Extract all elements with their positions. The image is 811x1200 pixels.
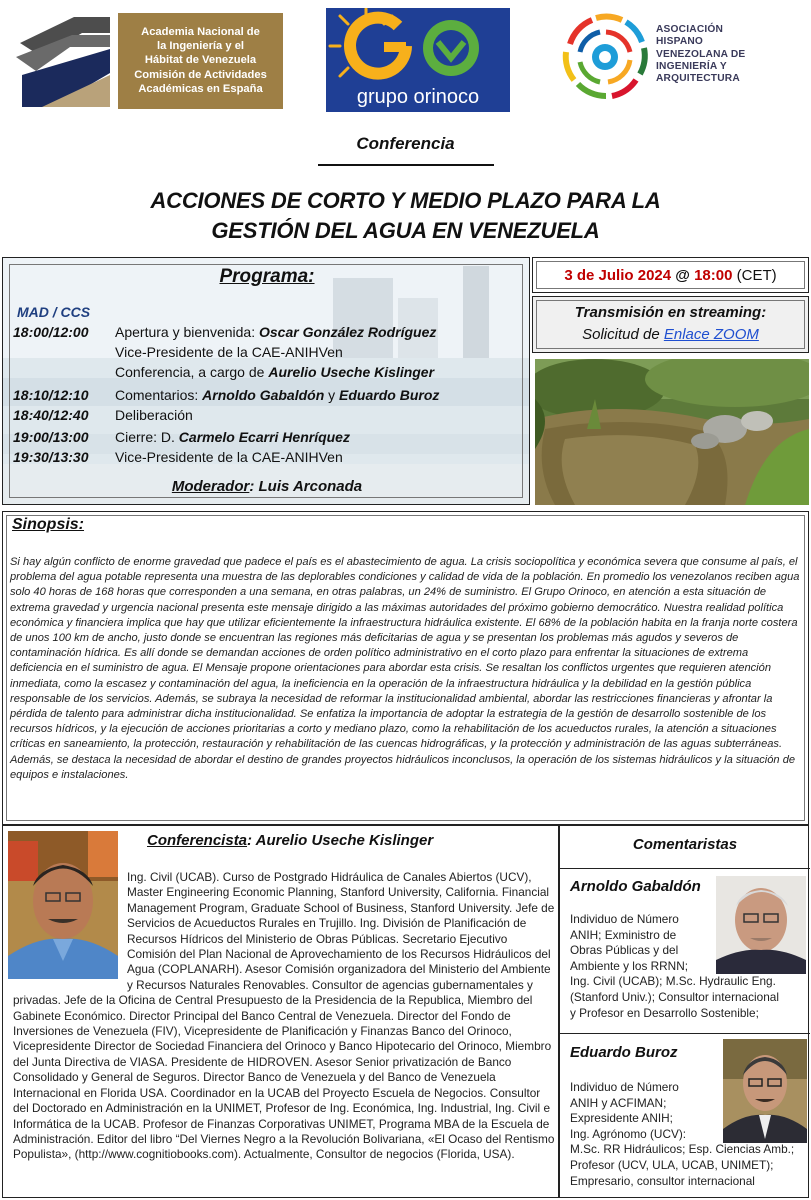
person-name: Arnoldo Gabaldón [202, 387, 325, 403]
speaker-bio: Ing. Civil (UCAB). Curso de Postgrado Hidráulica de Canales Abiertos (UCV), Master Engineering Economic Planning, Stanford University, California. Financial Management Program, Graduate School of Business, Stanford University. Jefe de Servicios de Acueductos Rurales en Trujillo. Ing. División de Planificación de Recursos Hídricos del Ministerio de Obras Públicas. Secretario Ejecutivo Comisión del Plan Nacional de Aprovechamiento de los Recursos Hidráulicos del Agua (COPLANARH). Asesor Comisión organizadora del Ministerio del Ambiente y Recursos Naturales Renovables. Consultor de agencias gubernamentales y privadas. Jefe de la Oficina de Central Presupuesto de la Presidencia de la Republica, Miembro del Gabinete Económico. Director Principal del Banco Central de Venezuela. Director del Fondo de Inversiones de Venezuela (FIV), Vicepresidente de Planificación y Finanzas Banco del Orinoco, Vicepresidente Director de Sociedad Financiera del Orinoco y Banco Hipotecario del Orinoco, Miembro del Junta Directiva de VIASA. Presidente de HIDROVEN. Asesor Senior privatización de Banco Consolidado y General de Seguros. Director Banco de Venezuela y del Banco de Venezuela Internacional en Florida USA. Coordinador en la UCAB del Proyecto Escuela de Negocios. Consultor del Doctorado en Administración en la UNIMET, Profesor de Ing. Económica, Ing. Industrial, Ing. Civil e Informática de la UCAB. Profesor de Finanzas Corporativas UNIMET, Programa MBA de la Escuela de Administración. Editor del libro “Del Viernes Negro a la Revolución Bolivariana, «El Ocaso del Rentismo Populista», (http://www.cognitiobooks.com). Actualmente, Consultor de negocios (Florida, USA). [13, 870, 555, 1162]
commenter-name: Arnoldo Gabaldón [570, 878, 701, 895]
academia-emblem-icon [12, 13, 118, 109]
schedule-row: 19:30/13:30 Vice-Presidente de la CAE-ANIHVen [13, 449, 343, 465]
sinopsis-text: Si hay algún conflicto de enorme gravedad que padece el país es el abastecimiento de agua. La crisis sociopolítica y económica severa que consume al país, el problema del agua potable representa una muestra de las deplorables condiciones y calidad de vida de la población. En promedio los venezolanos reciben agua solo 40 horas de 168 horas que corresponden a una semana, en otras palabras, un 24% de suministro. El Grupo Orinoco, en atención a esta situación de extrema gravedad y urgencia nacional presenta este mensaje dirigido a las máximas autoridades del próximo gobierno democrático. Nuestra realidad política económica y financiera implica que hay que utilizar eficientemente la infraestructura hidráulica existente. El 68% de la población habita en la franja norte costera de unos 100 km de ancho, justo donde se encuentran las regiones más deficitarias de agua y se presentan los problemas más agudos y severos de contaminación hídrica. Es allí donde se demandan acciones de orden político administrativo en el corto plazo para enfrentar la situaciones de extrema deficiencia en el suministro de agua. El Mensaje propone orientaciones para abordar esta crisis. Se resaltan los conflictos urgentes que requieren atención inmediata, como la escasez y contaminación del agua, la ineficiencia en la operación de la infraestructura hidráulica y la debilidad en la gestión pública responsable de los servicios. Además, se subraya la necesidad de reformar la institucionalidad ambiental, abordar las restricciones financieras y afrontar la pérdida de talento para administrar dicha institucionalidad. Se enfatiza la importancia de adoptar la estrategia de la gestión de desarrollo sostenible de los recursos hídricos, y la ejecución de acciones prioritarias a corto y mediano plazo, como la rehabilitación de los acueductos rurales, la atención a situaciones críticas en saneamiento, la protección, restauración y rehabilitación de las cuencas hidrográficas, y la protección y administración de las aguas subterráneas. Además, se destaca la necesidad de abordar el destino de grandes proyectos hidráulicos inconclusos, la operación de los sistemas hidráulicos y la situación de equipos e instalaciones. [10, 556, 800, 781]
person-name: Carmelo Ecarri Henríquez [178, 429, 350, 445]
schedule-row: 19:00/13:00 Cierre: D. Carmelo Ecarri Henríquez [13, 429, 350, 445]
sinopsis-title: Sinopsis: [12, 516, 85, 533]
schedule-row: Vice-Presidente de la CAE-ANIHVen [115, 344, 343, 360]
moderator-line: Moderador: Luis Arconada [171, 478, 363, 495]
event-time: 18:00 [694, 267, 733, 284]
timezone-header: MAD / CCS [17, 304, 91, 320]
grupo-orinoco-name: grupo orinoco [356, 86, 480, 108]
schedule-row: 18:10/12:10 Comentarios: Arnoldo Gabaldón y Eduardo Buroz [13, 387, 440, 403]
event-date: 3 de Julio 2024 [564, 267, 672, 284]
date-box: 3 de Julio 2024 @ 18:00 (CET) [532, 257, 809, 293]
title-divider [318, 164, 494, 166]
commenters-box [559, 825, 809, 1198]
grupo-orinoco-logo [326, 8, 510, 112]
commenter-bio: Individuo de Número ANIH y ACFIMAN; Expresidente ANIH; Ing. Agrónomo (UCV): M.Sc. RR Hidráulicos; Esp. Ciencias Amb.; Profesor (UCV, ULA, UCAB, UNIMET); Empresario, consultor internacional [570, 1080, 795, 1188]
streaming-box: Transmisión en streaming: Solicitud de Enlace ZOOM [532, 296, 809, 353]
river-photo [535, 359, 809, 505]
commenters-divider [560, 868, 810, 869]
schedule-time: 19:00/13:00 [13, 429, 89, 445]
person-name: Oscar González Rodríguez [258, 324, 437, 340]
conference-label: Conferencia [356, 134, 455, 153]
commenter-bio: Individuo de Número ANIH; Exministro de Obras Públicas y del Ambiente y los RRNN; Ing. Civil (UCAB); M.Sc. Hydraulic Eng. (Stanford Univ.); Consultor internacional y Profesor en Desarrollo Sostenible; [570, 912, 779, 1020]
programa-title: Programa: [219, 266, 315, 287]
conference-title: ACCIONES DE CORTO Y MEDIO PLAZO PARA LA GESTIÓN DEL AGUA EN VENEZUELA [150, 188, 661, 243]
commenter-name: Eduardo Buroz [570, 1044, 678, 1061]
schedule-time: 19:30/13:30 [13, 449, 89, 465]
speaker-name: : Aurelio Useche Kislinger [247, 832, 434, 849]
academia-name: Academia Nacional de la Ingeniería y el Hábitat de Venezuela Comisión de Actividades Académicas en España [118, 13, 283, 109]
academia-logo [12, 13, 283, 109]
schedule-row: 18:00/12:00 Apertura y bienvenida: Oscar González Rodríguez [13, 324, 437, 340]
streaming-title: Transmisión en streaming: [574, 304, 767, 321]
speaker-box [2, 825, 559, 1198]
event-timezone: (CET) [732, 267, 777, 284]
globe-emblem-icon [560, 12, 650, 102]
schedule-row: 18:40/12:40 Deliberación [13, 407, 193, 423]
schedule-row: Conferencia, a cargo de Aurelio Useche Kislinger [115, 364, 435, 380]
go-sun-icon [326, 8, 510, 88]
schedule-time: 18:10/12:10 [13, 387, 89, 403]
programa-box [2, 257, 530, 505]
asociacion-name: ASOCIACIÓN HISPANO VENEZOLANA DE INGENIERÍA Y ARQUITECTURA [656, 24, 746, 85]
commenters-title: Comentaristas [632, 836, 738, 853]
speaker-heading: Conferencista: Aurelio Useche Kislinger [147, 832, 434, 849]
commenters-divider [560, 1033, 810, 1034]
schedule-time: 18:00/12:00 [13, 324, 89, 340]
schedule-time: 18:40/12:40 [13, 407, 89, 423]
person-name: Eduardo Buroz [339, 387, 440, 403]
zoom-link[interactable]: Enlace ZOOM [663, 326, 759, 343]
asociacion-logo [560, 12, 760, 104]
person-name: Aurelio Useche Kislinger [268, 364, 435, 380]
sinopsis-box [2, 511, 809, 825]
